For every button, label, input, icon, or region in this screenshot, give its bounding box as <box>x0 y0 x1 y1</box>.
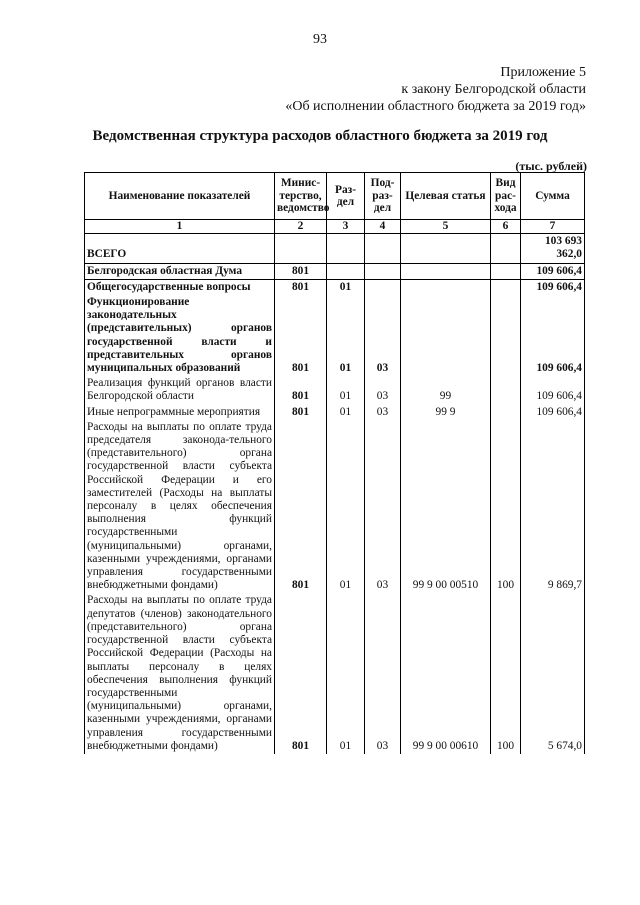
row-name: Иные непрограммные мероприятия <box>85 405 275 420</box>
row-expense-type <box>491 376 521 404</box>
row-ministry: 801 <box>275 295 327 376</box>
table-row <box>85 376 585 404</box>
table-row <box>85 279 585 295</box>
row-section: 01 <box>327 405 365 420</box>
row-subsection: 03 <box>365 420 401 594</box>
row-target <box>401 279 491 295</box>
row-ministry <box>275 234 327 263</box>
row-section: 01 <box>327 420 365 594</box>
row-name: Расходы на выплаты по оплате труда председателя законода-тельного (представительного) органа государственной власти субъекта Российской Федерации и его заместителей (Расходы на выплаты персоналу в целях обеспечения выполнения функций государственными (муниципальными) органами, казенными учреждениями, органами управления государственными внебюджетными фондами) <box>85 420 275 594</box>
row-target <box>401 263 491 279</box>
row-target <box>401 295 491 376</box>
budget-table <box>84 172 585 754</box>
table-row <box>85 593 585 753</box>
row-amount: 109 606,4 <box>521 295 585 376</box>
row-subsection <box>365 263 401 279</box>
row-name: Общегосударственные вопросы <box>85 279 275 295</box>
page-number: 93 <box>313 32 327 47</box>
row-amount: 109 606,4 <box>521 376 585 404</box>
row-expense-type: 100 <box>491 420 521 594</box>
table-row <box>85 263 585 279</box>
header-name: Наименование показателей <box>85 173 275 220</box>
row-target: 99 9 00 00610 <box>401 593 491 753</box>
row-section <box>327 234 365 263</box>
appendix-line-3: «Об исполнении областного бюджета за 2019 год» <box>285 99 586 114</box>
header-subsection: Под-раз-дел <box>365 173 401 220</box>
row-name: Функционирование законодательных (представительных) органов государственной власти и представительных органов муниципальных образований <box>85 295 275 376</box>
row-target: 99 9 <box>401 405 491 420</box>
units-label: (тыс. рублей) <box>515 159 587 173</box>
appendix-reference <box>285 64 586 115</box>
row-ministry: 801 <box>275 405 327 420</box>
row-section: 01 <box>327 279 365 295</box>
row-target <box>401 234 491 263</box>
appendix-line-1: Приложение 5 <box>500 65 586 80</box>
row-amount: 109 606,4 <box>521 263 585 279</box>
row-name: Расходы на выплаты по оплате труда депутатов (членов) законодательного (представительного) органа государственной власти субъекта Российской Федерации (Расходы на выплаты персоналу в целях обеспечения выполнения функций государственными (муниципальными) органами, казенными учреждениями, органами управления государственными внебюджетными фондами) <box>85 593 275 753</box>
column-number: 3 <box>327 220 365 234</box>
column-number: 1 <box>85 220 275 234</box>
row-target: 99 9 00 00510 <box>401 420 491 594</box>
table-row-total <box>85 234 585 263</box>
column-number-row <box>85 220 585 234</box>
row-amount: 103 693 362,0 <box>521 234 585 263</box>
row-name: Белгородская областная Дума <box>85 263 275 279</box>
row-section <box>327 263 365 279</box>
row-amount: 5 674,0 <box>521 593 585 753</box>
row-name: Реализация функций органов власти Белгородской области <box>85 376 275 404</box>
row-expense-type <box>491 234 521 263</box>
row-section: 01 <box>327 295 365 376</box>
row-name: ВСЕГО <box>85 234 275 263</box>
table-row <box>85 420 585 594</box>
header-amount: Сумма <box>521 173 585 220</box>
table-header-row <box>85 173 585 220</box>
row-amount: 9 869,7 <box>521 420 585 594</box>
header-ministry: Минис-терство, ведомство <box>275 173 327 220</box>
row-subsection: 03 <box>365 376 401 404</box>
row-target: 99 <box>401 376 491 404</box>
row-amount: 109 606,4 <box>521 405 585 420</box>
appendix-line-2: к закону Белгородской области <box>401 82 586 97</box>
row-subsection: 03 <box>365 405 401 420</box>
row-subsection: 03 <box>365 295 401 376</box>
header-expense-type: Вид рас-хода <box>491 173 521 220</box>
row-amount: 109 606,4 <box>521 279 585 295</box>
column-number: 6 <box>491 220 521 234</box>
column-number: 5 <box>401 220 491 234</box>
row-expense-type <box>491 405 521 420</box>
row-expense-type: 100 <box>491 593 521 753</box>
row-ministry: 801 <box>275 420 327 594</box>
column-number: 4 <box>365 220 401 234</box>
row-ministry: 801 <box>275 279 327 295</box>
column-number: 7 <box>521 220 585 234</box>
table-row <box>85 405 585 420</box>
row-expense-type <box>491 263 521 279</box>
row-ministry: 801 <box>275 263 327 279</box>
row-expense-type <box>491 295 521 376</box>
row-ministry: 801 <box>275 376 327 404</box>
document-title: Ведомственная структура расходов областного бюджета за 2019 год <box>92 128 548 144</box>
table-row <box>85 295 585 376</box>
row-subsection <box>365 279 401 295</box>
row-subsection <box>365 234 401 263</box>
row-subsection: 03 <box>365 593 401 753</box>
row-expense-type <box>491 279 521 295</box>
row-section: 01 <box>327 376 365 404</box>
row-section: 01 <box>327 593 365 753</box>
column-number: 2 <box>275 220 327 234</box>
header-section: Раз-дел <box>327 173 365 220</box>
row-ministry: 801 <box>275 593 327 753</box>
header-target: Целевая статья <box>401 173 491 220</box>
